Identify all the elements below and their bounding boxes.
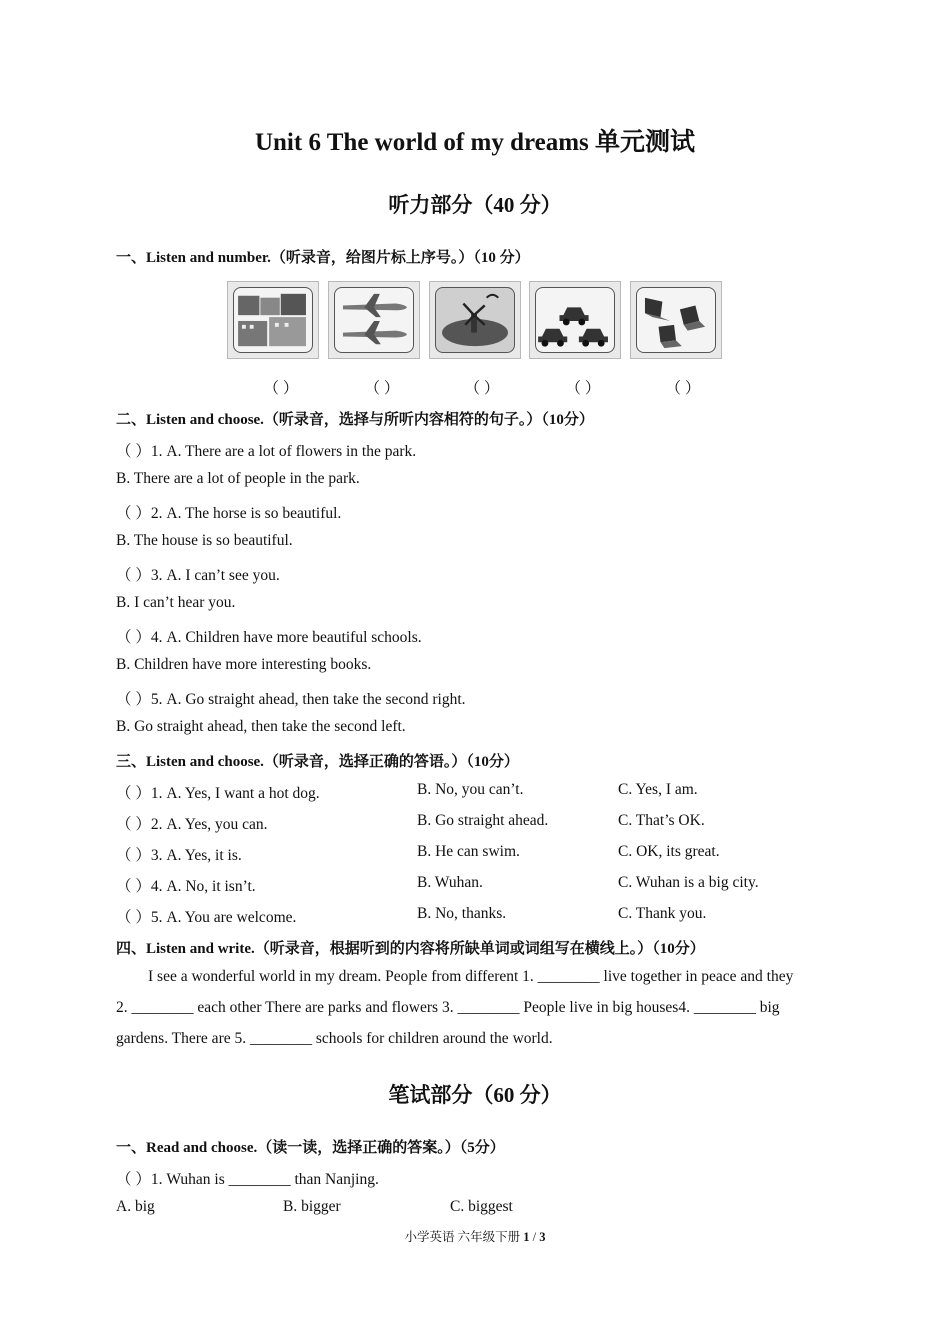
- answer-bracket-4[interactable]: （ ）: [565, 380, 601, 397]
- part3-q2-option-a: （ ）2. A. Yes, you can.: [116, 816, 268, 833]
- writing-q1: （ ）1. Wuhan is ________ than Nanjing.: [116, 1171, 379, 1188]
- part3-q2-option-c: C. That’s OK.: [618, 812, 705, 829]
- part3-q5-option-c: C. Thank you.: [618, 905, 707, 922]
- part2-q4-option-a: （ ）4. A. Children have more beautiful schools.: [116, 629, 422, 646]
- computers-picture: [630, 281, 722, 359]
- answer-bracket-3[interactable]: （ ）: [464, 380, 500, 397]
- part4-heading: 四、Listen and write.（听录音，根据听到的内容将所缺单词或词组写在横线上。）（10分）: [116, 941, 705, 957]
- part2-q5-option-b: B. Go straight ahead, then take the second left.: [116, 718, 406, 735]
- airplanes-picture: [328, 281, 420, 359]
- part3-heading: 三、Listen and choose.（听录音，选择正确的答语。）（10分）: [116, 754, 519, 770]
- part2-q2-option-a: （ ）2. A. The horse is so beautiful.: [116, 505, 342, 522]
- car-icon: [536, 288, 614, 352]
- part2-q3-option-b: B. I can’t hear you.: [116, 594, 236, 611]
- part3-q3-option-c: C. OK, its great.: [618, 843, 720, 860]
- page-footer: [0, 1227, 950, 1245]
- answer-bracket-5[interactable]: （ ）: [665, 380, 701, 397]
- footer-label: 小学英语 六年级下册: [404, 1230, 521, 1244]
- part2-heading: 二、Listen and choose.（听录音，选择与所听内容相符的句子。）（10分）: [116, 412, 594, 428]
- part3-q4-option-c: C. Wuhan is a big city.: [618, 874, 759, 891]
- windmill-picture: [429, 281, 521, 359]
- part4-passage-line-2: 2. ________ each other There are parks and flowers 3. ________ People live in big houses4. ________ big: [116, 999, 780, 1016]
- part1-heading: 一、Listen and number.（听录音，给图片标上序号。）（10 分）: [116, 250, 530, 266]
- page-title: Unit 6 The world of my dreams 单元测试: [254, 129, 696, 156]
- airplane-icon: [335, 288, 413, 352]
- part2-q5-option-a: （ ）5. A. Go straight ahead, then take the second right.: [116, 691, 466, 708]
- laptop-icon: [637, 288, 715, 352]
- answer-bracket-2[interactable]: （ ）: [364, 380, 400, 397]
- part4-passage-line-1: I see a wonderful world in my dream. People from different 1. ________ live together in peace and they: [148, 968, 794, 985]
- part3-q5-option-b: B. No, thanks.: [417, 905, 507, 922]
- part2-q3-option-a: （ ）3. A. I can’t see you.: [116, 567, 280, 584]
- part2-q2-option-b: B. The house is so beautiful.: [116, 532, 293, 549]
- writing-section-heading: 笔试部分（60 分）: [388, 1083, 562, 1107]
- writing-q1-option-b: B. bigger: [283, 1198, 341, 1215]
- part3-q3-option-b: B. He can swim.: [417, 843, 520, 860]
- answer-bracket-1[interactable]: （ ）: [263, 380, 299, 397]
- part3-q2-option-b: B. Go straight ahead.: [417, 812, 549, 829]
- part3-q1-option-c: C. Yes, I am.: [618, 781, 698, 798]
- writing-part1-heading: 一、Read and choose.（读一读，选择正确的答案。）（5分）: [116, 1140, 505, 1156]
- windmill-icon: [436, 288, 514, 352]
- part3-q5-option-a: （ ）5. A. You are welcome.: [116, 909, 297, 926]
- part3-q4-option-b: B. Wuhan.: [417, 874, 483, 891]
- part3-q1-option-a: （ ）1. A. Yes, I want a hot dog.: [116, 785, 320, 802]
- page-separator: /: [529, 1230, 540, 1244]
- part2-q1-option-b: B. There are a lot of people in the park.: [116, 470, 360, 487]
- listening-section-heading: 听力部分（40 分）: [388, 193, 562, 217]
- cars-picture: [529, 281, 621, 359]
- part3-q1-option-b: B. No, you can’t.: [417, 781, 524, 798]
- page-total: 3: [539, 1230, 546, 1244]
- part2-q4-option-b: B. Children have more interesting books.: [116, 656, 372, 673]
- writing-q1-option-a: A. big: [116, 1198, 155, 1215]
- page-number: 1: [523, 1230, 530, 1244]
- writing-q1-option-c: C. biggest: [450, 1198, 513, 1215]
- buildings-picture: [227, 281, 319, 359]
- buildings-icon: [234, 288, 312, 352]
- part3-q4-option-a: （ ）4. A. No, it isn’t.: [116, 878, 256, 895]
- part3-q3-option-a: （ ）3. A. Yes, it is.: [116, 847, 242, 864]
- part4-passage-line-3: gardens. There are 5. ________ schools for children around the world.: [116, 1030, 553, 1047]
- part2-q1-option-a: （ ）1. A. There are a lot of flowers in the park.: [116, 443, 417, 460]
